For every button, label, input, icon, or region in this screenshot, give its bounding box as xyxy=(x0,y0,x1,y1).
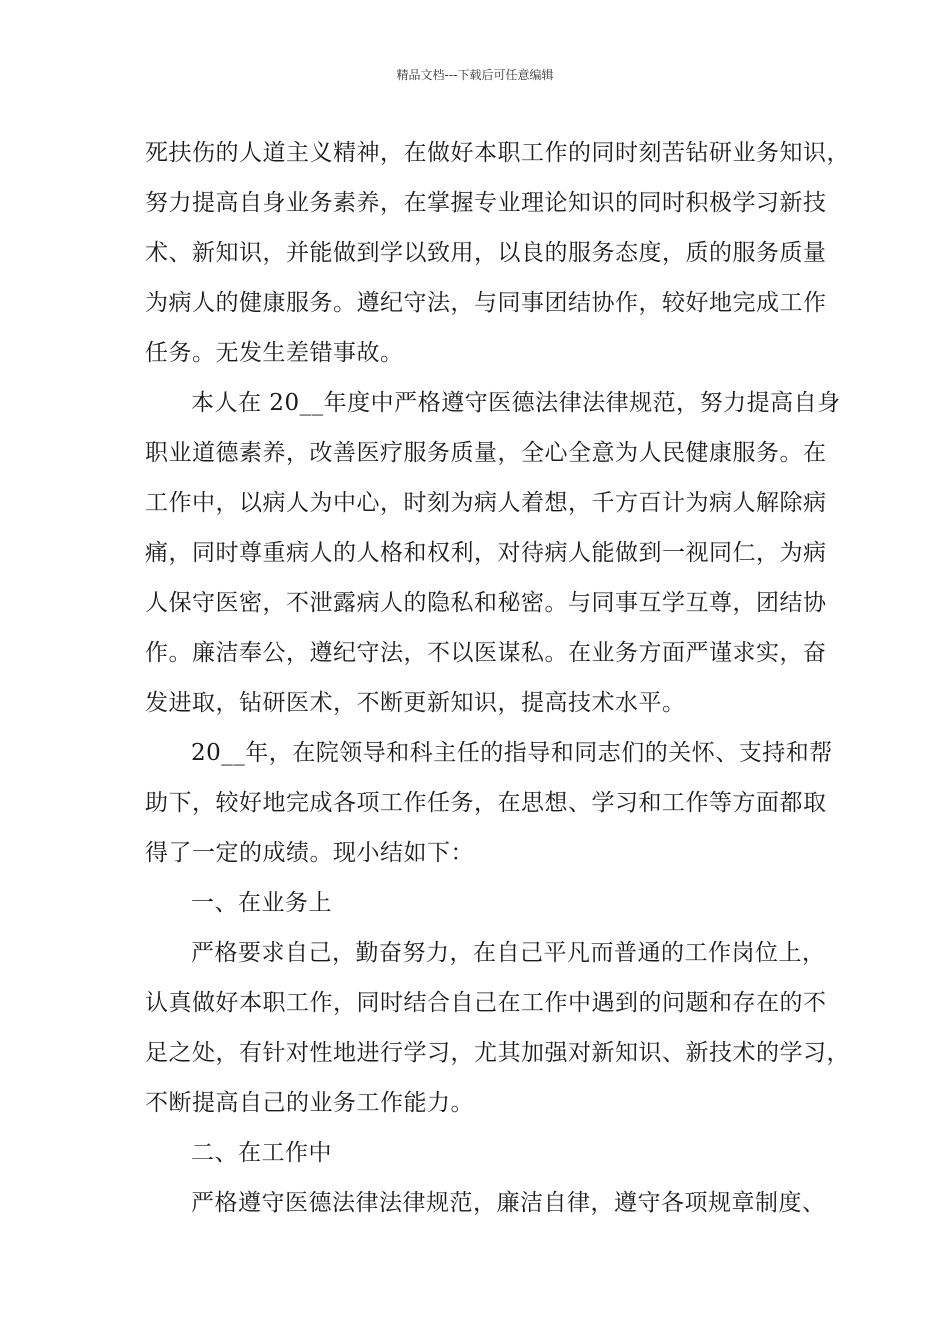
text-line: 为病人的健康服务。遵纪守法，与同事团结协作，较好地完成工作 xyxy=(145,290,827,316)
text-line: 作。廉洁奉公，遵纪守法，不以医谋私。在业务方面严谨求实，奋 xyxy=(145,640,827,666)
text-line: 工作中，以病人为中心，时刻为病人着想，千方百计为病人解除病 xyxy=(145,490,827,516)
page-header: 精品文档---下载后可任意编辑 xyxy=(396,68,554,82)
text-line: 20__年，在院领导和科主任的指导和同志们的关怀、支持和帮 xyxy=(191,740,833,766)
text-line: 死扶伤的人道主义精神，在做好本职工作的同时刻苦钻研业务知识， xyxy=(145,140,850,166)
text-line: 严格遵守医德法律法律规范，廉洁自律，遵守各项规章制度、 xyxy=(191,1190,826,1216)
text-line: 不断提高自己的业务工作能力。 xyxy=(145,1090,474,1116)
text-line: 足之处，有针对性地进行学习，尤其加强对新知识、新技术的学习， xyxy=(145,1040,850,1066)
text-line: 本人在 20__年度中严格遵守医德法律法律规范，努力提高自身 xyxy=(191,390,841,416)
text-line: 职业道德素养，改善医疗服务质量，全心全意为人民健康服务。在 xyxy=(145,440,827,466)
text-line: 严格要求自己，勤奋努力，在自己平凡而普通的工作岗位上， xyxy=(191,940,826,966)
text-line: 一、在业务上 xyxy=(191,890,332,916)
document-body xyxy=(145,128,850,1228)
text-line: 努力提高自身业务素养，在掌握专业理论知识的同时积极学习新技 xyxy=(145,190,827,216)
text-line: 痛，同时尊重病人的人格和权利，对待病人能做到一视同仁，为病 xyxy=(145,540,827,566)
text-line: 得了一定的成绩。现小结如下： xyxy=(145,840,474,866)
text-line: 二、在工作中 xyxy=(191,1140,332,1166)
text-line: 术、新知识，并能做到学以致用，以良的服务态度，质的服务质量 xyxy=(145,240,827,266)
text-line: 认真做好本职工作，同时结合自己在工作中遇到的问题和存在的不 xyxy=(145,990,827,1016)
text-line: 人保守医密，不泄露病人的隐私和秘密。与同事互学互尊，团结协 xyxy=(145,590,827,616)
text-line: 任务。无发生差错事故。 xyxy=(145,340,404,366)
text-line: 助下，较好地完成各项工作任务，在思想、学习和工作等方面都取 xyxy=(145,790,827,816)
text-line: 发进取，钻研医术，不断更新知识，提高技术水平。 xyxy=(145,690,686,716)
